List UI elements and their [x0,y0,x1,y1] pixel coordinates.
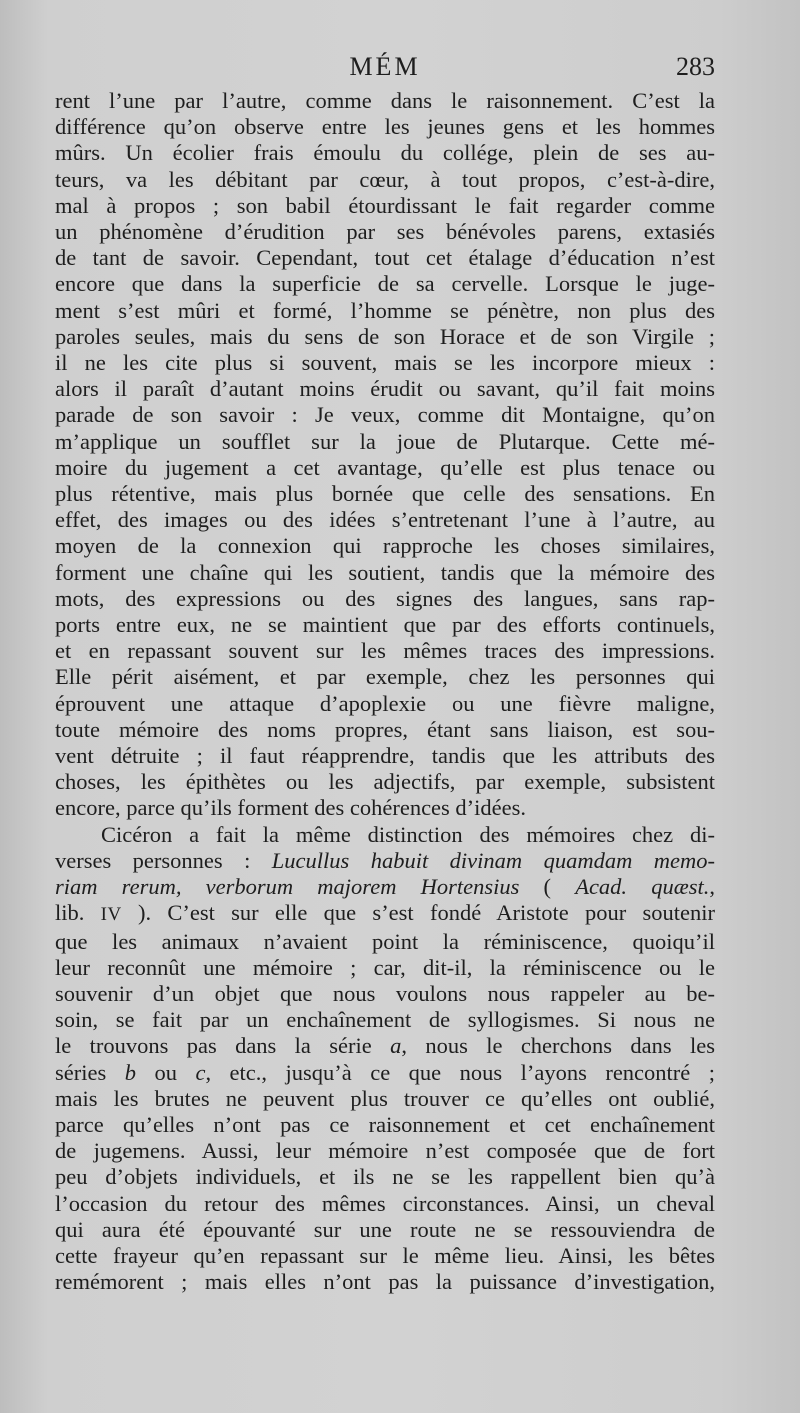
text-line: rent l’une par l’autre, comme dans le raisonnement. C’est la [55,88,715,113]
text-span: , etc., jusqu’à ce que nous l’ayons rencontré ; [205,1059,716,1085]
paragraph-2-end [55,1086,715,1296]
text-span: lib. [55,900,101,926]
text-line: remémorent ; mais elles n’ont pas la puissance d’investigation, [55,1269,715,1295]
series-letter: a [390,1033,402,1059]
text-line: un phénomène d’érudition par ses bénévoles parens, extasiés [55,219,715,245]
text-line: éprouvent une attaque d’apoplexie ou une fièvre maligne, [55,690,715,716]
series-letter: b [124,1059,136,1085]
text-line: parade de son savoir : Je veux, comme dit Montaigne, qu’on [55,402,715,428]
text-span: , [709,874,715,900]
text-line: forment une chaîne qui les soutient, tandis que la mémoire des [55,559,715,585]
text-line: teurs, va les débitant par cœur, à tout propos, c’est-à-dire, [55,166,715,192]
text-line: ment s’est mûri et formé, l’homme se pénètre, non plus des [55,297,715,323]
latin-quote: riam rerum, verborum majorem Hortensius [55,874,520,900]
text-line: l’occasion du retour des mêmes circonstances. Ainsi, un cheval [55,1190,715,1216]
text-line [55,900,715,928]
text-line: différence qu’on observe entre les jeunes gens et les hommes [55,114,715,140]
text-line: qui aura été épouvanté sur une route ne se ressouviendra de [55,1216,715,1242]
text-line: mûrs. Un écolier frais émoulu du collége, plein de ses au- [55,140,715,166]
text-line: mais les brutes ne peuvent plus trouver ce qu’elles ont oublié, [55,1085,715,1111]
series-letter: c [195,1059,206,1085]
page-header [55,52,715,92]
text-line: souvenir d’un objet que nous voulons nous rappeler au be- [55,980,715,1006]
text-line: mal à propos ; son babil étourdissant le fait regarder comme [55,192,715,218]
text-line: parce qu’elles n’ont pas ce raisonnement et cet enchaînement [55,1111,715,1137]
text-line: effet, des images ou des idées s’entretenant l’une à l’autre, au [55,507,715,533]
text-line [55,874,715,900]
text-line: leur reconnût une mémoire ; car, dit-il, la réminiscence ou le [55,954,715,980]
citation: Acad. quæst. [575,874,710,900]
text-line: il ne les cite plus si souvent, mais se les incorpore mieux : [55,350,715,376]
text-line [55,848,715,874]
text-span: ). C’est sur elle que s’est fondé Aristote pour soutenir [121,900,715,926]
text-span: séries [55,1059,125,1085]
running-head: MÉM [349,52,421,81]
text-span: verses personnes : [55,847,272,873]
text-line: choses, les épithètes ou les adjectifs, par exemple, subsistent [55,769,715,795]
text-line [55,1060,715,1086]
paragraph-1 [55,88,715,822]
text-line: encore que dans la superficie de sa cervelle. Lorsque le juge- [55,271,715,297]
text-line: alors il paraît d’autant moins érudit ou savant, qu’il fait moins [55,376,715,402]
text-line: plus rétentive, mais plus bornée que celle des sensations. En [55,481,715,507]
text-line: Elle périt aisément, et par exemple, chez les personnes qui [55,664,715,690]
text-line: moyen de la connexion qui rapproche les choses similaires, [55,533,715,559]
text-line: peu d’objets individuels, et ils ne se les rappellent bien qu’à [55,1164,715,1190]
text-span: le trouvons pas dans la série [55,1033,391,1059]
text-line: ports entre eux, ne se maintient que par des efforts continuels, [55,612,715,638]
text-span: ou [135,1059,196,1085]
text-line: encore, parce qu’ils forment des cohérences d’idées. [55,795,527,821]
book-numeral: IV [100,904,122,926]
text-span: , nous le cherchons dans les [401,1033,715,1059]
text-span: ( [519,874,576,900]
text-line [55,1033,715,1059]
text-span: Cicéron a fait la même distinction des mémoires chez di- [101,821,715,847]
text-line: vent détruite ; il faut réapprendre, tandis que les attributs des [55,743,715,769]
text-line: de tant de savoir. Cependant, tout cet étalage d’éducation n’est [55,245,715,271]
page-number: 283 [676,52,715,81]
text-line: que les animaux n’avaient point la réminiscence, quoiqu’il [55,928,715,954]
text-line: paroles seules, mais du sens de son Horace et de son Virgile ; [55,323,715,349]
text-line: cette frayeur qu’en repassant sur le même lieu. Ainsi, les bêtes [55,1242,715,1268]
text-line: et en repassant souvent sur les mêmes traces des impressions. [55,638,715,664]
paragraph-2-middle [55,929,715,1034]
paragraph-2 [55,822,715,1296]
text-line [55,822,715,848]
text-line: de jugemens. Aussi, leur mémoire n’est composée que de fort [55,1138,715,1164]
latin-quote: Lucullus habuit divinam quamdam memo- [271,847,715,873]
text-line: soin, se fait par un enchaînement de syllogismes. Si nous ne [55,1007,715,1033]
text-line: mots, des expressions ou des signes des langues, sans rap- [55,585,715,611]
text-line: toute mémoire des noms propres, étant sans liaison, est sou- [55,716,715,742]
text-line: moire du jugement a cet avantage, qu’elle est plus tenace ou [55,454,715,480]
text-body [55,88,715,1295]
text-line: m’applique un soufflet sur la joue de Plutarque. Cette mé- [55,428,715,454]
